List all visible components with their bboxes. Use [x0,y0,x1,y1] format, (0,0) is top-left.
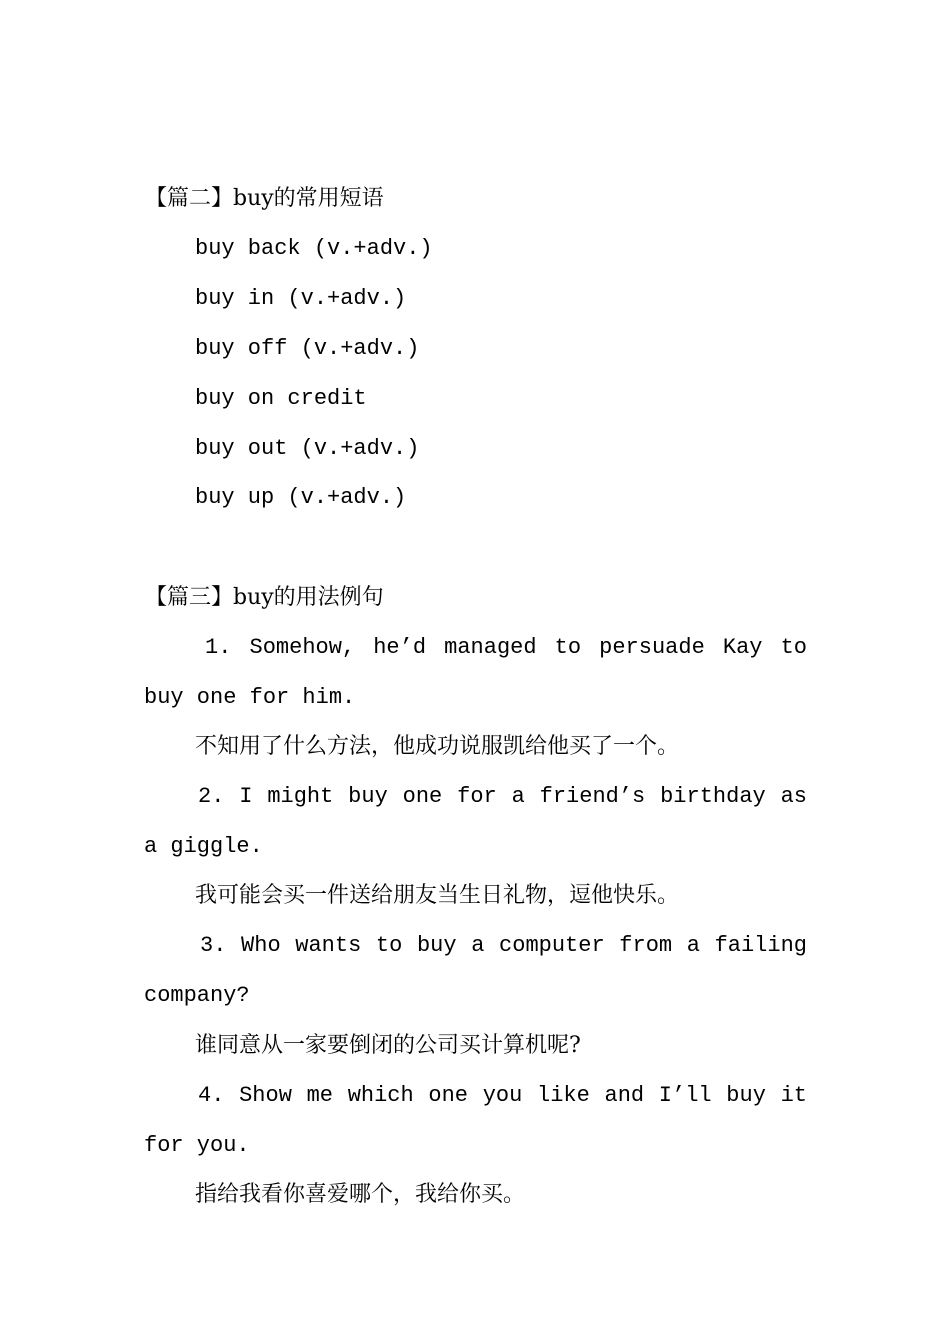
example-translation: 谁同意从一家要倒闭的公司买计算机呢? [195,1033,581,1058]
example-sentence-continuation: a giggle. [144,834,263,859]
phrase-item: buy in (v.+adv.) [195,286,407,311]
phrase-item: buy out (v.+adv.) [195,436,420,461]
example-translation: 我可能会买一件送给朋友当生日礼物，逗他快乐。 [195,883,680,908]
section-heading-examples: 【篇三】buy的用法例句 [145,585,384,610]
phrase-item: buy on credit [195,386,367,411]
example-sentence: 2. I might buy one for a friend’s birthday as [198,784,807,809]
phrase-item: buy off (v.+adv.) [195,336,420,361]
example-sentence: 4. Show me which one you like and I’ll buy it [198,1083,807,1108]
example-translation: 不知用了什么方法，他成功说服凯给他买了一个。 [195,734,680,759]
phrase-item: buy up (v.+adv.) [195,485,407,510]
phrase-item: buy back (v.+adv.) [195,236,433,261]
example-sentence-continuation: buy one for him. [144,685,356,710]
example-sentence: 1. Somehow, he’d managed to persuade Kay to [205,635,807,660]
example-sentence: 3. Who wants to buy a computer from a failing [200,933,807,958]
example-sentence-continuation: for you. [144,1133,250,1158]
example-translation: 指给我看你喜爱哪个，我给你买。 [195,1182,526,1207]
example-sentence-continuation: company? [144,983,250,1008]
section-heading-phrases: 【篇二】buy的常用短语 [145,186,384,211]
